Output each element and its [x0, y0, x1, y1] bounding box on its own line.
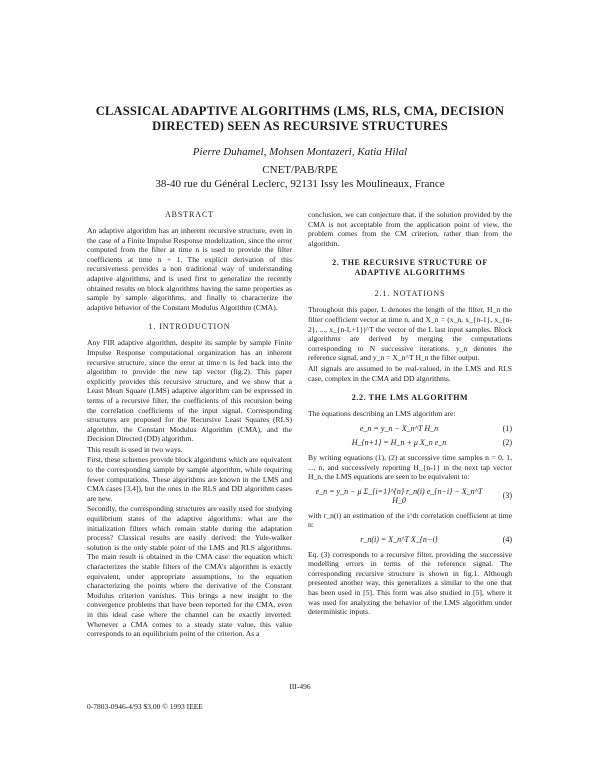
affiliation-org: CNET/PAB/RPE	[262, 164, 338, 176]
intro-paragraph: First, these schemes provide block algorithms which are equivalent to the corresponding sample by sample algorithm, while requiring fewer computations. These algorithms are known in the LMS and CMA cases [3,4]), but the ones in the RLS and DD algorithm cases are new.	[87, 455, 292, 503]
lms-closing-text: Eq. (3) corresponds to a recursive filter, providing the successive modelling errors in terms of the reference signal. The corresponding recursive structure is shown in fig.1. Although presented another way, this generalizes a similar to the one that has been used in [5]. This form was also studied in [5], where it was used for analyzing the behavior of the LMS algorithm under deterministic inputs.	[308, 549, 512, 617]
intro-paragraph: Secondly, the corresponding structures are easily used for studying equilibrium states of the adaptive algorithms: what are the initialization filters which remain stable during the adaptation process? Classical results are easily derived: the Yule-walker solution is the only stable point of the LMS and RLS algorithms. The main result is obtained in the CMA case: the equation which characterizes the stable filters of the CMA's algorithm is exactly equivalent, under appropriate assumptions, to the equation characterizing the points where the derivative of the Constant Modulus criterion vanishes. This brings a new insight to the convergence problems that have been reported for the CMA, even in this ideal case where the channel can be exactly inverted: Whenever a CMA comes to a steady state value, this value corresponds to an equilibrium point of the criterion. As a	[87, 504, 292, 639]
lms-intro: The equations describing an LMS algorithm are:	[308, 409, 456, 419]
introduction-heading: 1. INTRODUCTION	[148, 322, 231, 332]
isbn-line: 0-7803-0946-4/93 $3.00 © 1993 IEEE	[87, 702, 203, 711]
equation-number: (4)	[502, 535, 512, 545]
right-column	[308, 210, 512, 618]
intro-paragraph: Any FIR adaptive algorithm, despite its sample by sample Finite Impulse Response computational organization has an inherent recursive structure, since the error at time n is fed back into the algorithm to provide the new tap vector (fig.2). This paper explicitly provides this recursive structure, and we show that a Least Mean Square (LMS) adaptive algorithm can be expressed in terms of a recursive filter, the coefficients of this recursion being the correlation coefficients of the input signal. Corresponding structures are proposed for the Recursive Least Squares (RLS) algorithm, the Constant Modulus Algorithm (CMA), and the Decision Directed (DD) algorithm.	[87, 338, 292, 444]
intro-paragraph: This result is used in two ways.	[87, 444, 183, 454]
notations-paragraph: Throughout this paper, L denotes the length of the filter, H_n the filter coefficient vector at time n, and X_n = (x_n, x_{n-1}, x_{n-2}, ..., x_{n-L+1})^T the vector of the L last input samples. Block algorithms are derived by merging the computations corresponding to N successive iterations. y_n denotes the reference signal, and y_n = X_n^T H_n the filter output.	[308, 305, 512, 363]
conclusion-text: conclusion, we can conjecture that, if the solution provided by the CMA is not acceptable from the application point of view, the problem comes from the CM criterion, rather than from the algorithm.	[308, 210, 512, 248]
notations-paragraph: All signals are assumed to be real-valued, in the LMS and RLS case, complex in the CMA and DD algorithms.	[308, 363, 512, 383]
equation-1	[308, 424, 512, 434]
abstract-text: An adaptive algorithm has an inherent recursive structure, even in the case of a Finite Impulse Response modelization, since the error computed from the filter at time n is used to provide the filter coefficients at time n + 1. The explicit derivation of this recursiveness provides a non traditional way of understanding adaptive algorithms, and is used first to generalize the recently obtained results on block algorithms having the same properties as sample by sample algorithms, and finally to characterize the adaptive behavior of the Constant Modulus Algorithm (CMA).	[87, 226, 292, 312]
equation-formula: r_n(i) = X_n^T X_{n−i}	[360, 535, 438, 545]
equation-number: (1)	[502, 423, 512, 433]
lms-middle-text: By writing equations (1), (2) at successive time samples n = 0, 1, ..., n, and successively reporting H_{n-1} in the next tap vector H_n, the LMS equations are seen to be equivalent to:	[308, 452, 512, 482]
notations-heading: 2.1. NOTATIONS	[374, 289, 446, 299]
equation-formula: e_n = y_n − X_n^T H_n	[359, 423, 439, 433]
equation-4	[308, 535, 512, 545]
paper-title: CLASSICAL ADAPTIVE ALGORITHMS (LMS, RLS, CMA, DECISION DIRECTED) SEEN AS RECURSIVE STRUCTURES	[95, 104, 505, 133]
section2-heading: 2. THE RECURSIVE STRUCTURE OF ADAPTIVE ALGORITHMS	[332, 258, 488, 278]
equation-formula: H_{n+1} = H_n + μ X_n e_n	[351, 438, 447, 448]
abstract-heading: ABSTRACT	[165, 210, 214, 219]
page-number: III-496	[289, 682, 311, 691]
author-list: Pierre Duhamel, Mohsen Montazeri, Katia Hilal	[192, 146, 408, 158]
equation-3	[308, 487, 512, 506]
equation-number: (3)	[502, 491, 512, 501]
affiliation-address: 38-40 rue du Général Leclerc, 92131 Issy les Moulineaux, France	[155, 178, 445, 190]
equation-2	[308, 438, 512, 448]
equation-formula: e_n = y_n − μ Σ_{i=1}^{n} r_n(i) e_{n−i} − X_n^T H_0	[315, 486, 483, 506]
left-column	[87, 210, 292, 640]
lms-with-text: with r_n(i) an estimation of the i^th correlation coefficient at time n:	[308, 510, 512, 530]
lms-heading: 2.2. THE LMS ALGORITHM	[351, 393, 469, 403]
equation-number: (2)	[502, 438, 512, 448]
affiliation	[60, 163, 540, 191]
